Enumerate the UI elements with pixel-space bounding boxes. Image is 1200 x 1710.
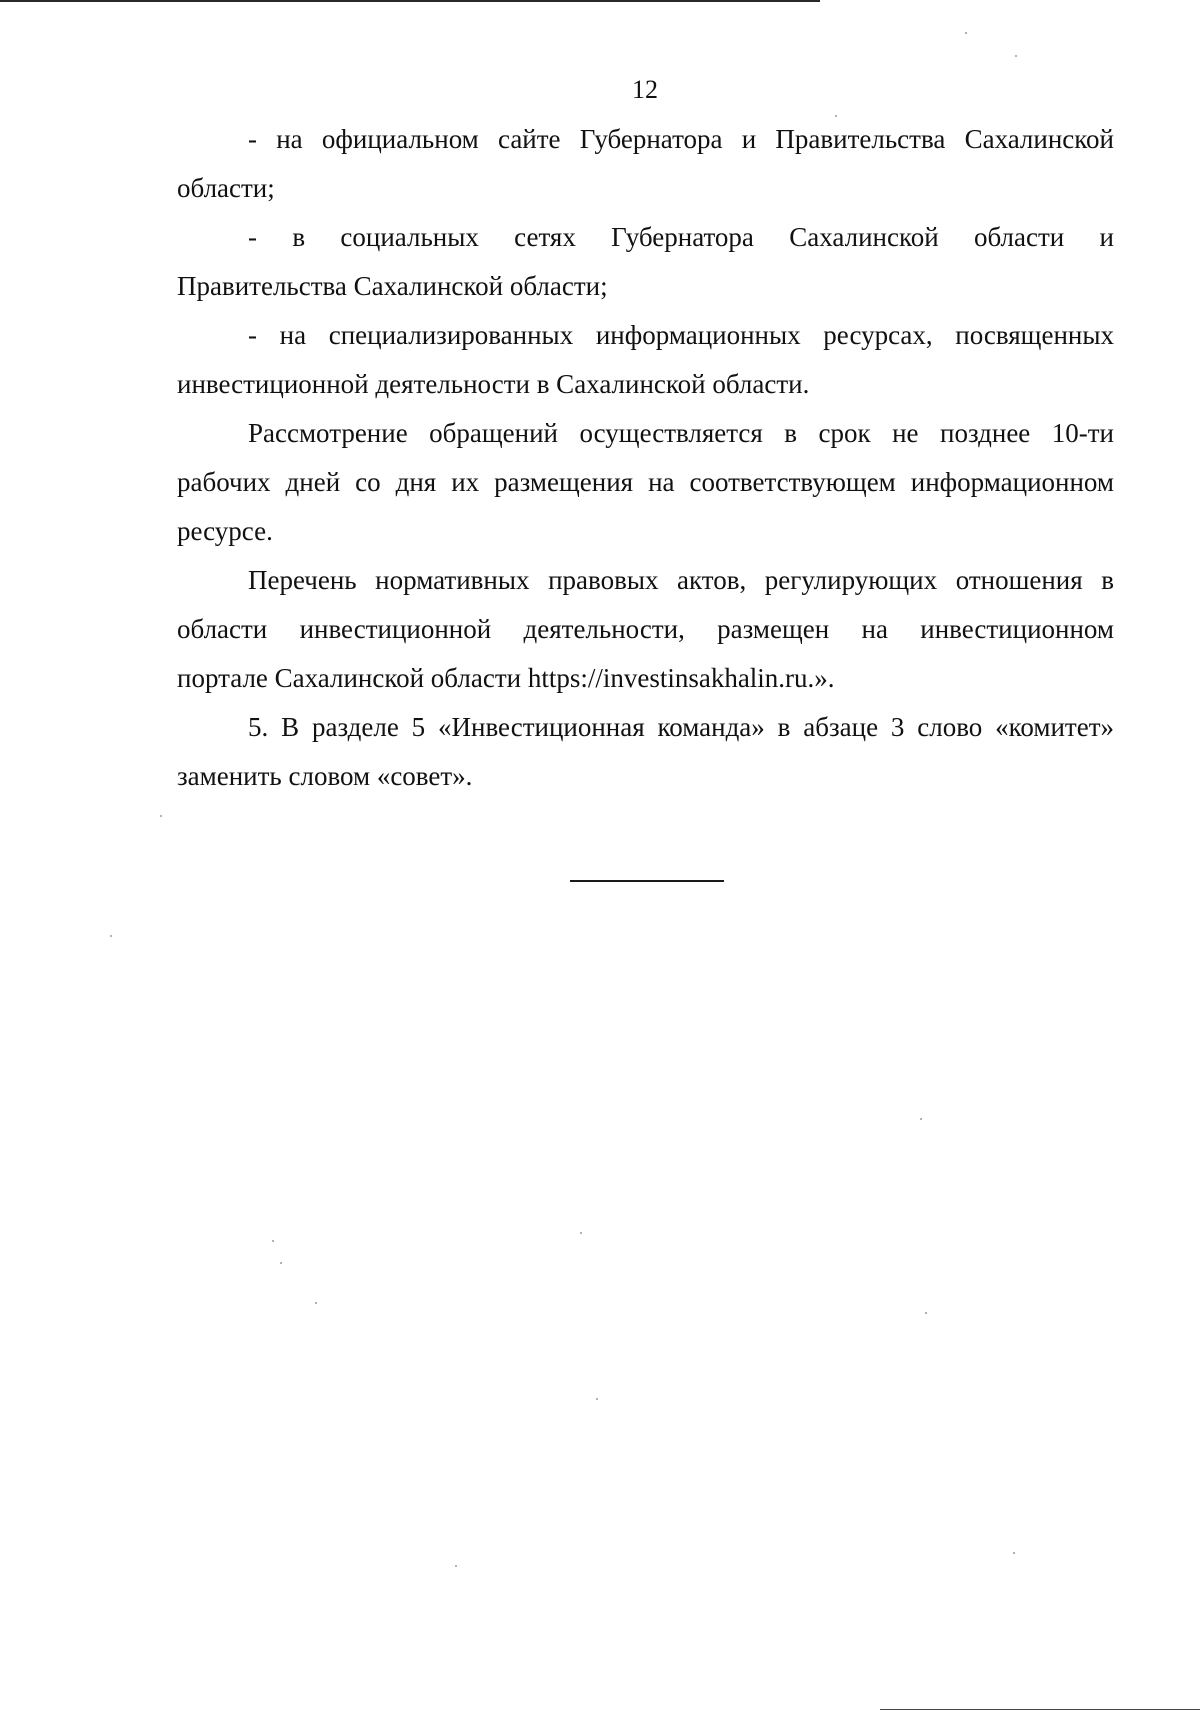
text-line: Рассмотрение обращений осуществляется в срок не позднее 10-ти: [248, 418, 1114, 448]
scan-speck: [110, 935, 112, 937]
text-line: - в социальных сетях Губернатора Сахалинской области и: [248, 222, 1114, 252]
scan-speck: [315, 1302, 317, 1304]
paragraph-bullet-social-networks: [177, 213, 1114, 311]
text-line: - на специализированных информационных ресурсах, посвященных: [248, 320, 1114, 350]
text-line: - на официальном сайте Губернатора и Правительства Сахалинской: [248, 124, 1114, 154]
scan-speck: [596, 1398, 598, 1400]
scan-speck: [272, 1240, 274, 1242]
scan-speck: [835, 115, 837, 117]
scan-speck: [160, 815, 162, 817]
scan-speck: [280, 1262, 282, 1264]
scan-speck: [580, 1232, 582, 1234]
scan-speck: [920, 1118, 922, 1120]
paragraph-review-deadline: [177, 409, 1114, 556]
page-number: 12: [632, 75, 658, 104]
text-line: портале Сахалинской области https://investinsakhalin.ru.».: [177, 663, 835, 693]
end-of-document-rule: [570, 880, 724, 882]
paragraph-bullet-specialized-resources: [177, 311, 1114, 409]
scan-speck: [965, 32, 967, 34]
scan-speck: [1015, 55, 1017, 57]
scan-speck: [455, 1565, 457, 1567]
text-line: Перечень нормативных правовых актов, регулирующих отношения в: [248, 565, 1114, 595]
text-line: ресурсе.: [177, 516, 273, 546]
text-line: области;: [177, 173, 275, 203]
text-line: 5. В разделе 5 «Инвестиционная команда» в абзаце 3 слово «комитет»: [248, 712, 1114, 742]
scan-speck: [925, 1312, 927, 1314]
text-line: области инвестиционной деятельности, размещен на инвестиционном: [177, 614, 1114, 644]
text-line: заменить словом «совет».: [177, 761, 473, 791]
scan-edge-line-top: [0, 0, 820, 2]
paragraph-legal-acts-list: [177, 556, 1114, 703]
text-line: инвестиционной деятельности в Сахалинской области.: [177, 369, 810, 399]
document-body: [177, 115, 1114, 801]
scan-speck: [1013, 1552, 1015, 1554]
text-line: Правительства Сахалинской области;: [177, 271, 608, 301]
paragraph-section-5-amendment: [177, 703, 1114, 801]
text-line: рабочих дней со дня их размещения на соответствующем информационном: [177, 467, 1114, 497]
paragraph-bullet-official-site: [177, 115, 1114, 213]
